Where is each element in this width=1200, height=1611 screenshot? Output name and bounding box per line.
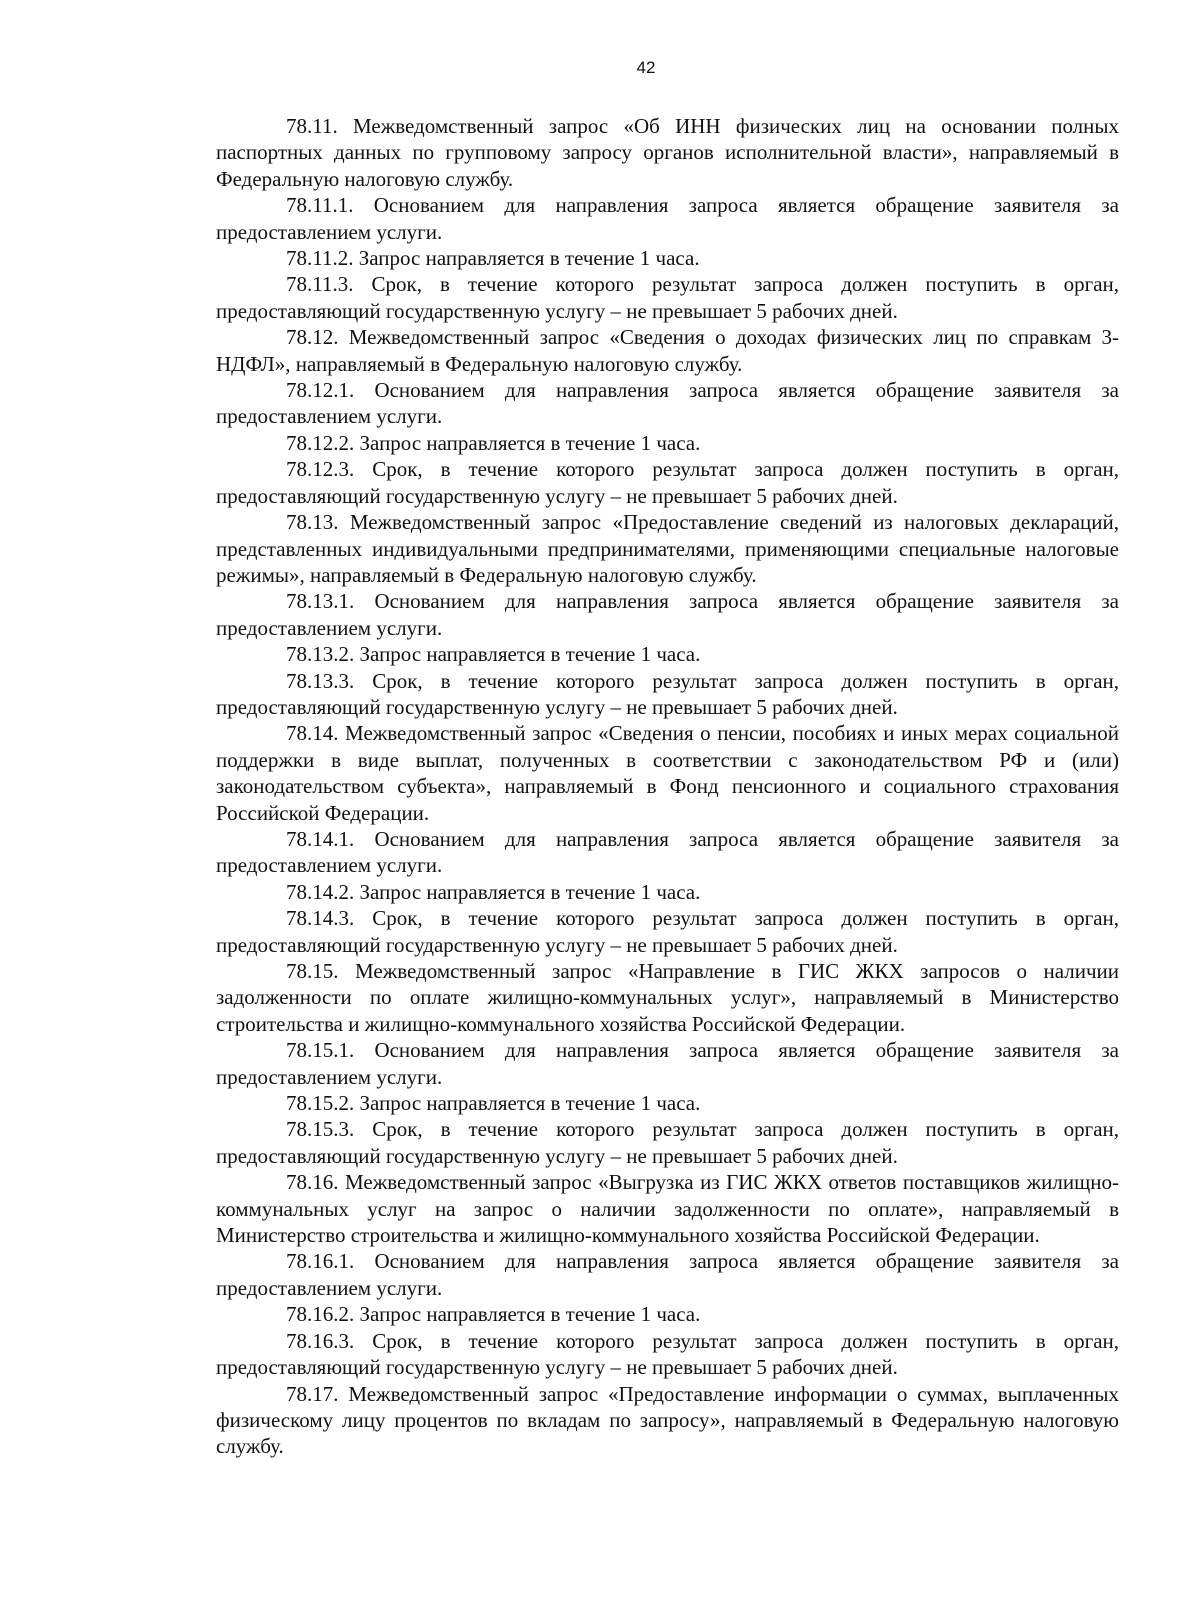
page-number: 42 xyxy=(636,58,656,77)
paragraph-78-14-1: 78.14.1. Основанием для направления запроса является обращение заявителя за предоставлением услуги. xyxy=(216,826,1119,878)
paragraph-78-14-3: 78.14.3. Срок, в течение которого результат запроса должен поступить в орган, предоставляющий государственную услугу – не превышает 5 рабочих дней. xyxy=(216,906,1119,957)
paragraph-78-12-2: 78.12.2. Запрос направляется в течение 1 часа. xyxy=(286,430,701,455)
paragraph-78-17: 78.17. Межведомственный запрос «Предоставление информации о суммах, выплаченных физическому лицу процентов по вкладам по запросу», направляемый в Федеральную налоговую службу. xyxy=(216,1381,1119,1459)
paragraph-78-11-2: 78.11.2. Запрос направляется в течение 1 часа. xyxy=(286,246,700,271)
paragraph-78-15: 78.15. Межведомственный запрос «Направление в ГИС ЖКХ запросов о наличии задолженности по оплате жилищно-коммунальных услуг», направляемый в Министерство строительства и жилищно-коммунального хозяйства Российской Федерации. xyxy=(216,959,1119,1036)
document-body xyxy=(216,113,1119,1460)
paragraph-78-11: 78.11. Межведомственный запрос «Об ИНН физических лиц на основании полных паспортных данных по групповому запросу органов исполнительной власти», направляемый в Федеральную налоговую службу. xyxy=(216,114,1119,191)
paragraph-78-13-3: 78.13.3. Срок, в течение которого результат запроса должен поступить в орган, предоставляющий государственную услугу – не превышает 5 рабочих дней. xyxy=(216,668,1119,719)
paragraph-78-16-1: 78.16.1. Основанием для направления запроса является обращение заявителя за предоставлением услуги. xyxy=(216,1249,1119,1300)
paragraph-78-13: 78.13. Межведомственный запрос «Предоставление сведений из налоговых деклараций, представленных индивидуальными предпринимателями, применяющими специальные налоговые режимы», направляемый в Федеральную налоговую службу. xyxy=(216,510,1119,587)
paragraph-78-12-3: 78.12.3. Срок, в течение которого результат запроса должен поступить в орган, предоставляющий государственную услугу – не превышает 5 рабочих дней. xyxy=(216,457,1119,508)
paragraph-78-15-2: 78.15.2. Запрос направляется в течение 1 часа. xyxy=(286,1091,701,1116)
paragraph-78-15-3: 78.15.3. Срок, в течение которого результат запроса должен поступить в орган, предоставляющий государственную услугу – не превышает 5 рабочих дней. xyxy=(216,1117,1119,1168)
paragraph-78-14: 78.14. Межведомственный запрос «Сведения о пенсии, пособиях и иных мерах социальной поддержки в виде выплат, полученных в соответствии с законодательством РФ и (или) законодательством субъекта», направляемый в Фонд пенсионного и социального страхования Российской Федерации. xyxy=(216,721,1119,825)
paragraph-78-11-3: 78.11.3. Срок, в течение которого результат запроса должен поступить в орган, предоставляющий государственную услугу – не превышает 5 рабочих дней. xyxy=(216,272,1119,323)
paragraph-78-13-2: 78.13.2. Запрос направляется в течение 1 часа. xyxy=(286,642,701,667)
paragraph-78-12: 78.12. Межведомственный запрос «Сведения о доходах физических лиц по справкам 3-НДФЛ», направляемый в Федеральную налоговую службу. xyxy=(216,325,1119,376)
paragraph-78-15-1: 78.15.1. Основанием для направления запроса является обращение заявителя за предоставлением услуги. xyxy=(216,1038,1119,1089)
paragraph-78-16-2: 78.16.2. Запрос направляется в течение 1 часа. xyxy=(286,1302,701,1327)
paragraph-78-14-2: 78.14.2. Запрос направляется в течение 1 часа. xyxy=(286,879,701,904)
paragraph-78-13-1: 78.13.1. Основанием для направления запроса является обращение заявителя за предоставлением услуги. xyxy=(216,589,1119,640)
paragraph-78-11-1: 78.11.1. Основанием для направления запроса является обращение заявителя за предоставлением услуги. xyxy=(216,193,1119,244)
paragraph-78-16: 78.16. Межведомственный запрос «Выгрузка из ГИС ЖКХ ответов поставщиков жилищно-коммунальных услуг на запрос о наличии задолженности по оплате», направляемый в Министерство строительства и жилищно-коммунального хозяйства Российской Федерации. xyxy=(216,1170,1119,1248)
paragraph-78-16-3: 78.16.3. Срок, в течение которого результат запроса должен поступить в орган, предоставляющий государственную услугу – не превышает 5 рабочих дней. xyxy=(216,1328,1119,1380)
paragraph-78-12-1: 78.12.1. Основанием для направления запроса является обращение заявителя за предоставлением услуги. xyxy=(216,378,1119,429)
